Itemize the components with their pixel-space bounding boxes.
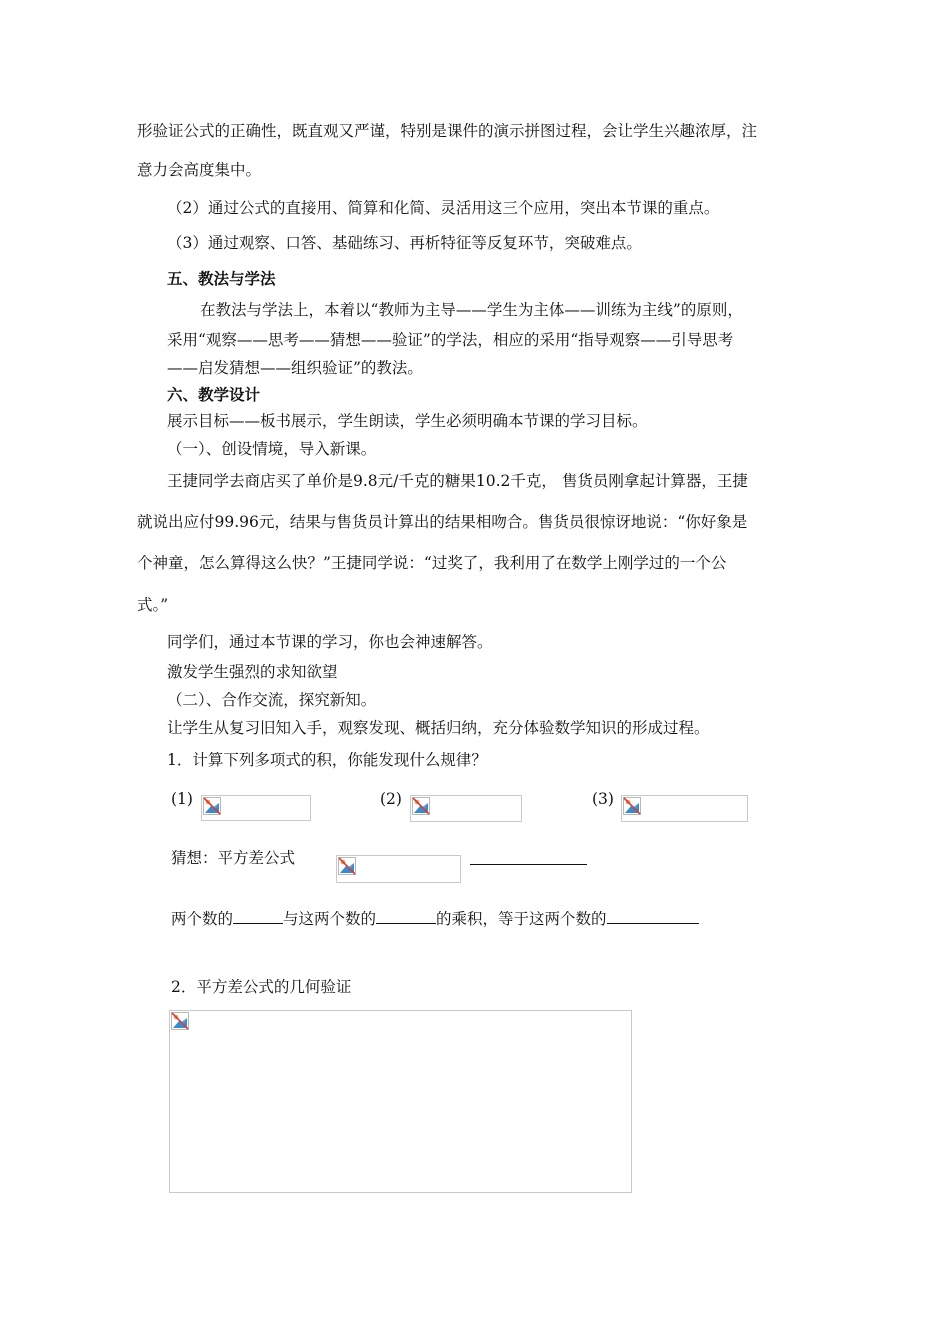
fill-text: 的乘积，等于这两个数的 <box>436 910 607 928</box>
paragraph-line: 就说出应付99.96元，结果与售货员计算出的结果相吻合。售货员很惊讶地说：“你好象是 <box>137 513 748 531</box>
paragraph-line: 意力会高度集中。 <box>137 161 262 179</box>
broken-image-icon <box>171 1012 189 1030</box>
list-item: （3）通过观察、口答、基础练习、再析特征等反复环节，突破难点。 <box>167 234 642 252</box>
answer-blank <box>470 864 587 865</box>
list-item: （2）通过公式的直接用、简算和化简、灵活用这三个应用，突出本节课的重点。 <box>167 199 720 217</box>
broken-image-icon <box>338 857 356 875</box>
geometry-image <box>169 1010 632 1193</box>
question: 2．平方差公式的几何验证 <box>171 978 352 996</box>
paragraph-line: ——启发猜想——组织验证”的教法。 <box>167 359 423 377</box>
paragraph-line: 让学生从复习旧知入手，观察发现、概括归纳，充分体验数学知识的形成过程。 <box>167 719 710 737</box>
section-heading: 六、教学设计 <box>167 386 261 404</box>
question: 1．计算下列多项式的积，你能发现什么规律？ <box>167 751 487 769</box>
paragraph-line: 形验证公式的正确性，既直观又严谨，特别是课件的演示拼图过程，会让学生兴趣浓厚，注 <box>137 122 758 140</box>
paragraph-line: 采用“观察——思考——猜想——验证”的学法，相应的采用“指导观察——引导思考 <box>167 331 734 349</box>
answer-blank <box>376 908 436 924</box>
item-label: (1) <box>171 790 193 808</box>
broken-image-icon <box>203 797 221 815</box>
formula-image <box>410 795 522 822</box>
step-heading: （一）、创设情境，导入新课。 <box>167 440 377 458</box>
fill-sentence <box>171 908 699 929</box>
paragraph-line: 激发学生强烈的求知欲望 <box>167 663 338 681</box>
broken-image-icon <box>412 797 430 815</box>
broken-image-icon <box>623 797 641 815</box>
fill-text: 两个数的 <box>171 910 234 928</box>
item-label: (2) <box>380 790 402 808</box>
paragraph-line: 式。” <box>137 596 169 614</box>
paragraph-line: 在教法与学法上，本着以“教师为主导——学生为主体——训练为主线”的原则， <box>200 301 743 319</box>
answer-blank <box>233 908 283 924</box>
answer-blank <box>607 908 699 924</box>
paragraph-line: 展示目标——板书展示，学生朗读，学生必须明确本节课的学习目标。 <box>167 412 648 430</box>
step-heading: （二）、合作交流，探究新知。 <box>167 691 377 709</box>
paragraph-line: 王捷同学去商店买了单价是9.8元/千克的糖果10.2千克， 售货员刚拿起计算器，王捷 <box>167 472 748 490</box>
item-label: (3) <box>592 790 614 808</box>
fill-text: 与这两个数的 <box>283 910 377 928</box>
paragraph-line: 个神童，怎么算得这么快？”王捷同学说：“过奖了，我利用了在数学上刚学过的一个公 <box>137 554 727 572</box>
section-heading: 五、教法与学法 <box>167 270 276 288</box>
paragraph-line: 同学们，通过本节课的学习，你也会神速解答。 <box>167 633 493 651</box>
formula-image <box>201 795 311 821</box>
guess-label: 猜想：平方差公式 <box>171 849 296 867</box>
formula-image <box>621 795 748 822</box>
formula-image <box>336 855 461 883</box>
